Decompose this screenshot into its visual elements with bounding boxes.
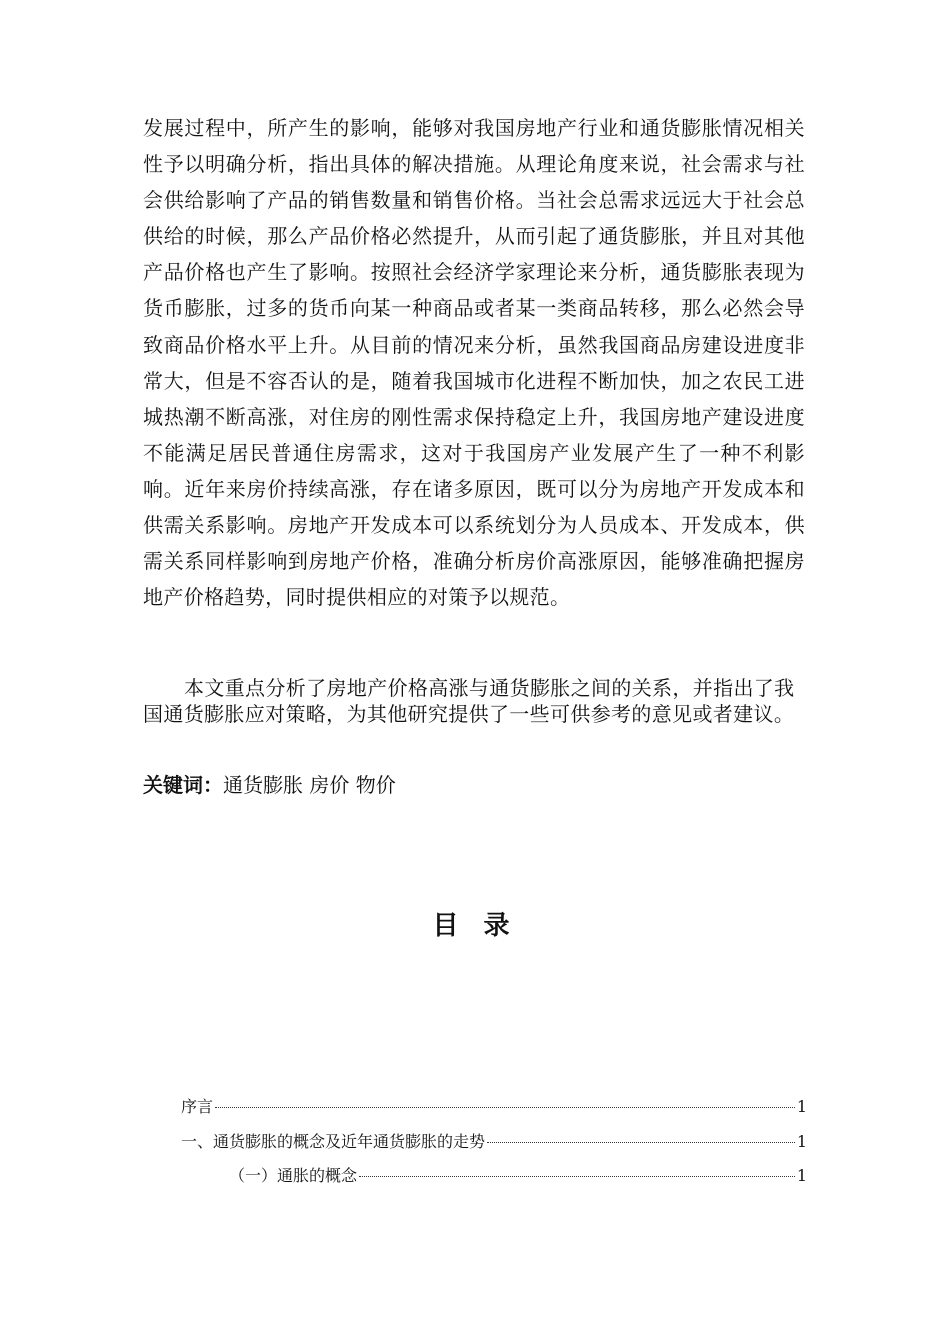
- toc-entry[interactable]: [181, 1095, 807, 1130]
- keywords-label: 关键词：: [143, 773, 223, 797]
- toc-dot-leader: [359, 1176, 795, 1177]
- table-of-contents: [181, 1095, 807, 1199]
- toc-entry[interactable]: [181, 1164, 807, 1199]
- toc-entry-text: 序言: [181, 1097, 214, 1116]
- keywords-line: [143, 771, 396, 799]
- keywords-values: 通货膨胀 房价 物价: [223, 773, 396, 797]
- toc-entry-page: 1: [796, 1097, 807, 1116]
- toc-entry-text: （一）通胀的概念: [229, 1166, 358, 1185]
- toc-entry-page: 1: [796, 1166, 807, 1185]
- toc-title: 目 录: [432, 911, 518, 941]
- summary-paragraph: 本文重点分析了房地产价格高涨与通货膨胀之间的关系，并指出了我国通货膨胀应对策略，为其他研究提供了一些可供参考的意见或者建议。: [143, 676, 795, 726]
- body-paragraph: 发展过程中，所产生的影响，能够对我国房地产行业和通货膨胀情况相关性予以明确分析，指出具体的解决措施。从理论角度来说，社会需求与社会供给影响了产品的销售数量和销售价格。当社会总需求远远大于社会总供给的时候，那么产品价格必然提升，从而引起了通货膨胀，并且对其他产品价格也产生了影响。按照社会经济学家理论来分析，通货膨胀表现为货币膨胀，过多的货币向某一种商品或者某一类商品转移，那么必然会导致商品价格水平上升。从目前的情况来分析，虽然我国商品房建设进度非常大，但是不容否认的是，随着我国城市化进程不断加快，加之农民工进城热潮不断高涨，对住房的刚性需求保持稳定上升，我国房地产建设进度不能满足居民普通住房需求，这对于我国房产业发展产生了一种不利影响。近年来房价持续高涨，存在诸多原因，既可以分为房地产开发成本和供需关系影响。房地产开发成本可以系统划分为人员成本、开发成本，供需关系同样影响到房地产价格，准确分析房价高涨原因，能够准确把握房地产价格趋势，同时提供相应的对策予以规范。: [143, 116, 805, 610]
- toc-dot-leader: [487, 1142, 795, 1143]
- toc-entry-page: 1: [796, 1131, 807, 1151]
- toc-entry-text: 一、通货膨胀的概念及近年通货膨胀的走势: [181, 1131, 486, 1151]
- toc-dot-leader: [215, 1107, 795, 1108]
- toc-entry[interactable]: [181, 1130, 807, 1165]
